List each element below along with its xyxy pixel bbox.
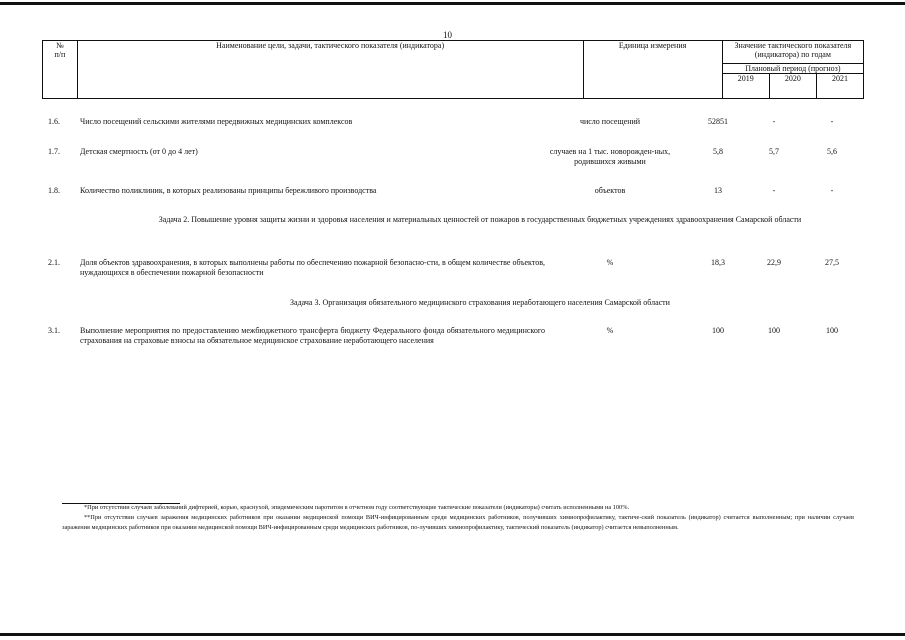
row-name: Число посещений сельскими жителями передвижных медицинских комплексов bbox=[80, 117, 353, 126]
row-value-2021: 5,6 bbox=[827, 147, 837, 156]
task-3-heading: Задача 3. Организация обязательного медицинского страхования неработающего населения Самарской области bbox=[290, 298, 670, 307]
row-unit: случаев на 1 тыс. новорожден-ных, родившихся живыми bbox=[549, 147, 671, 166]
row-name: Детская смертность (от 0 до 4 лет) bbox=[80, 147, 198, 156]
header-value-line2: (индикатора) по годам bbox=[754, 50, 831, 59]
row-number: 1.8. bbox=[48, 186, 60, 195]
row-unit: % bbox=[606, 326, 614, 335]
header-table bbox=[42, 40, 864, 99]
task-2-heading: Задача 2. Повышение уровня защиты жизни и здоровья населения и материальных ценностей от пожаров в государственных бюджетных учреждениях здравоохранения Самарской области bbox=[158, 215, 802, 224]
row-name: Доля объектов здравоохранения, в которых выполнены работы по обеспечению пожарной безопасно-сти, в общем количестве объектов, нуждающихся в обеспечении пожарной безопасности bbox=[80, 258, 545, 277]
row-value-2020: - bbox=[772, 117, 776, 126]
row-value-2020: 100 bbox=[768, 326, 780, 335]
header-year-3: 2021 bbox=[816, 74, 863, 99]
footnote-2: **При отсутствии случаев заражения медицинских работников при оказании медицинской помощи ВИЧ-инфицированным среди медицинских работников, получивших химиопрофилактику, тактиче-ский показатель (индикатор) считается выполненным; при наличии случаев заражения медицинских работников при оказании медицинской помощи ВИЧ-инфицированным среди медицинских работников, по-лучивших химиопрофилактику, тактический показатель (индикатор) считается невыполненным. bbox=[62, 514, 854, 531]
header-year-2: 2020 bbox=[769, 74, 816, 99]
header-unit: Единица измерения bbox=[583, 41, 722, 99]
row-value-2021: 100 bbox=[826, 326, 838, 335]
row-value-2021: 27,5 bbox=[825, 258, 839, 267]
row-unit: объектов bbox=[594, 186, 626, 195]
row-number: 2.1. bbox=[48, 258, 60, 267]
row-unit: число посещений bbox=[579, 117, 641, 126]
page-number: 10 bbox=[443, 30, 452, 40]
row-value-2019: 5,8 bbox=[713, 147, 723, 156]
row-name: Выполнение мероприятия по предоставлению межбюджетного трансферта бюджету Федерального фонда обязательного медицинского страхования на страховые взносы на обязательное медицинское страхование неработающего населения bbox=[80, 326, 545, 345]
row-value-2019: 13 bbox=[714, 186, 722, 195]
bottom-border-bar bbox=[0, 633, 905, 636]
header-period: Плановый период (прогноз) bbox=[722, 64, 863, 74]
row-number: 3.1. bbox=[48, 326, 60, 335]
row-value-2020: 22,9 bbox=[767, 258, 781, 267]
row-unit: % bbox=[606, 258, 614, 267]
header-year-1: 2019 bbox=[722, 74, 769, 99]
header-num: № п/п bbox=[43, 41, 78, 99]
header-name: Наименование цели, задачи, тактического показателя (индикатора) bbox=[77, 41, 583, 99]
row-number: 1.6. bbox=[48, 117, 60, 126]
row-value-2020: 5,7 bbox=[769, 147, 779, 156]
top-border-bar bbox=[0, 2, 905, 5]
row-value-2020: - bbox=[772, 186, 776, 195]
row-name: Количество поликлиник, в которых реализованы принципы бережливого производства bbox=[80, 186, 377, 195]
row-value-2021: - bbox=[830, 186, 834, 195]
row-value-2019: 18,3 bbox=[711, 258, 725, 267]
header-value-line1: Значение тактического показателя bbox=[734, 41, 852, 50]
footnote-1: *При отсутствии случаев заболеваний дифтерией, корью, краснухой, эпидемическим паротитом в отчетном году соответствующие тактические показатели (индикаторы) считать исполненными на 100%. bbox=[84, 504, 630, 511]
row-number: 1.7. bbox=[48, 147, 60, 156]
row-value-2019: 52851 bbox=[708, 117, 728, 126]
header-value-title bbox=[722, 41, 863, 64]
row-value-2019: 100 bbox=[712, 326, 724, 335]
row-value-2021: - bbox=[830, 117, 834, 126]
